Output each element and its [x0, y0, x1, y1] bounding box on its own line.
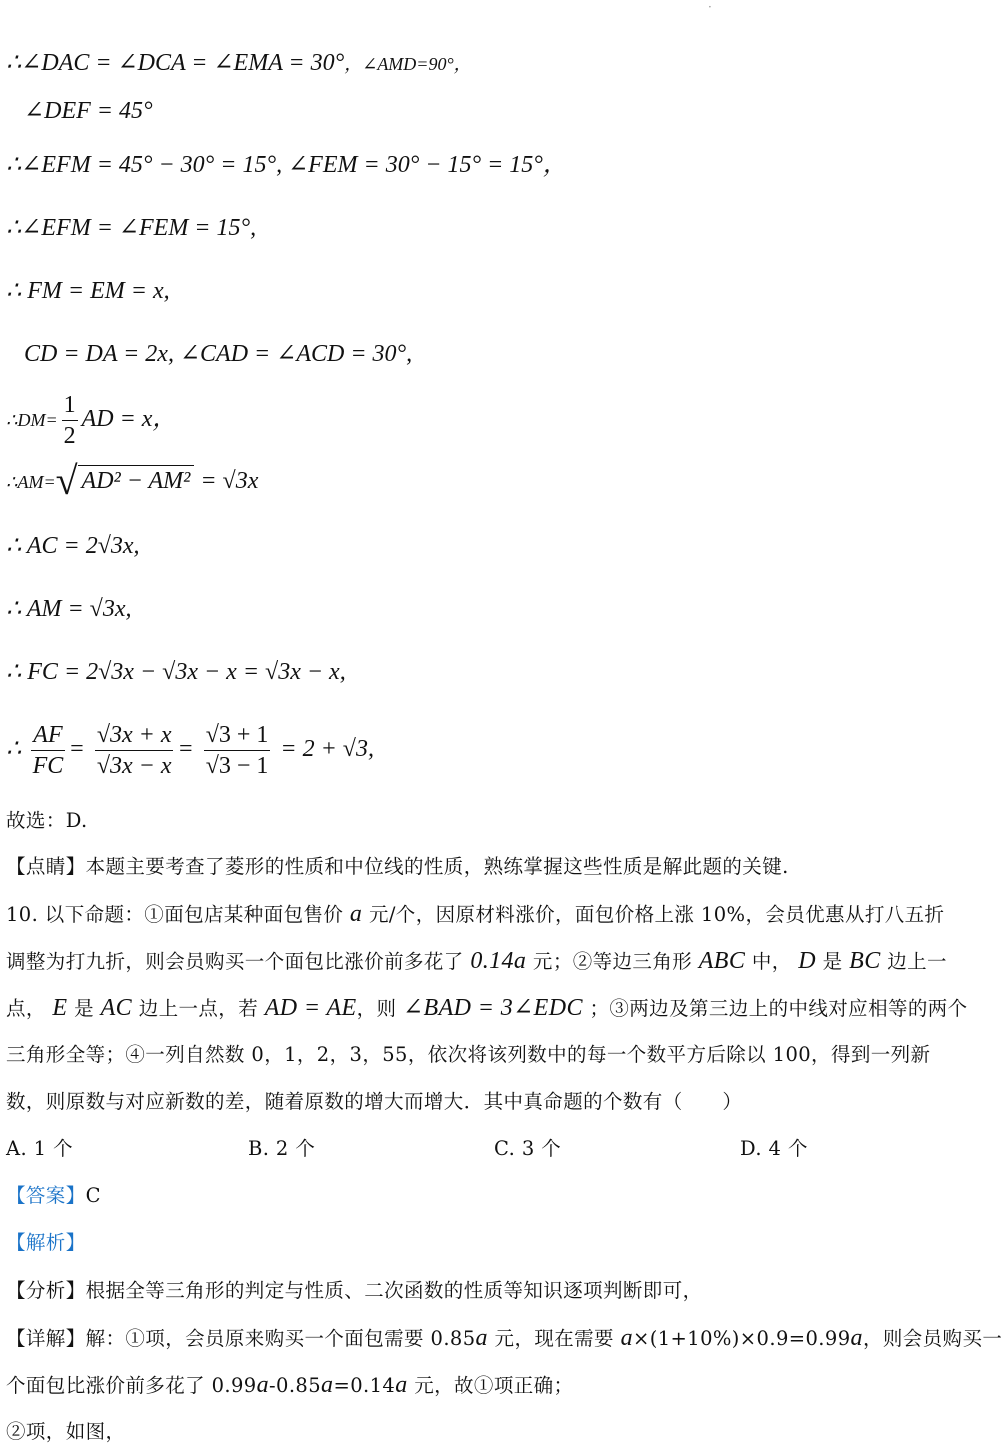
xiangjie-line-3: ②项，如图，: [6, 1420, 126, 1443]
line-am: ∴ AM = √3x,: [6, 596, 132, 622]
option-d: D. 4 个: [740, 1137, 808, 1160]
q10-line-1: 10. 以下命题：①面包店某种面包售价 a 元/个，因原材料涨价，面包价格上涨 10%，会员优惠从打八五折: [6, 901, 945, 927]
line-angles-equal: ∴∠DAC = ∠DCA = ∠EMA = 30°，∠AMD=90°，: [6, 50, 472, 76]
q10-line-4: 三角形全等；④一列自然数 0，1，2，3，55，依次将该列数中的每一个数平方后除以 100，得到一列新: [6, 1043, 931, 1066]
answer-value: C: [85, 1184, 101, 1207]
line-dm: ∴DM= $\frac{1}{2}$ AD = x，: [6, 392, 177, 449]
line-am-sqrt: ∴AM=√ AD² − AM² = √3x: [6, 458, 259, 503]
fraction-sqrt3: $\frac{√3 + 1}{√3 - 1}$: [205, 722, 269, 779]
sqrt-expression: √ AD² − AM²: [56, 468, 195, 494]
fraction-af-fc: $\frac{AF}{FC}$: [32, 722, 64, 779]
line-ac: ∴ AC = 2√3x,: [6, 533, 140, 559]
option-a: A. 1 个: [6, 1137, 73, 1160]
line-choice: 故选：D.: [6, 809, 88, 832]
option-c: C. 3 个: [494, 1137, 562, 1160]
analysis-label: 【解析】: [6, 1231, 86, 1254]
q10-line-5: 数，则原数与对应新数的差，随着原数的增大而增大．其中真命题的个数有（ ）: [6, 1090, 743, 1113]
corner-mark: ·: [708, 0, 712, 14]
line-ratio: ∴ $\frac{AF}{FC}$ = $\frac{√3x + x}{√3x - x}$ = $\frac{√3 + 1}{√3 - 1}$ = 2 + √3,: [6, 722, 374, 779]
q10-line-2: 调整为打九折，则会员购买一个面包比涨价前多花了 0.14a 元；②等边三角形 ABC 中， D 是 BC 边上一: [6, 948, 947, 974]
xiangjie-line-2: 个面包比涨价前多花了 0.99a-0.85a=0.14a 元，故①项正确；: [6, 1372, 574, 1398]
answer-label: 【答案】: [6, 1184, 86, 1207]
xiangjie-line-1: 【详解】解：①项，会员原来购买一个面包需要 0.85a 元，现在需要 a×(1+10%)×0.9=0.99a，则会员购买一: [6, 1325, 1002, 1351]
line-angle-efm-fem: ∴∠EFM = 45° − 30° = 15°, ∠FEM = 30° − 15° = 15°，: [6, 152, 567, 178]
option-b: B. 2 个: [248, 1137, 316, 1160]
q10-line-3: 点， E 是 AC 边上一点，若 AD = AE，则 ∠BAD = 3∠EDC ；③两边及第三边上的中线对应相等的两个: [6, 995, 968, 1021]
fraction-half: $\frac{1}{2}$: [63, 392, 76, 449]
line-efm-equals-fem: ∴∠EFM = ∠FEM = 15°,: [6, 215, 257, 241]
answer-line: [6, 1183, 101, 1209]
fraction-x: $\frac{√3x + x}{√3x - x}$: [96, 722, 172, 779]
analysis-line: [6, 1230, 86, 1256]
radical-sign-icon: √: [55, 458, 78, 503]
comment-line: 【点睛】本题主要考查了菱形的性质和中位线的性质，熟练掌握这些性质是解此题的关键.: [6, 855, 789, 878]
fenxi-line: 【分析】根据全等三角形的判定与性质、二次函数的性质等知识逐项判断即可，: [6, 1279, 703, 1302]
line-fc: ∴ FC = 2√3x − √3x − x = √3x − x,: [6, 659, 346, 685]
line-fm-em: ∴ FM = EM = x,: [6, 278, 170, 304]
line-cd-da: CD = DA = 2x, ∠CAD = ∠ACD = 30°,: [24, 341, 413, 367]
line-angle-def: ∠DEF = 45°: [24, 98, 153, 124]
